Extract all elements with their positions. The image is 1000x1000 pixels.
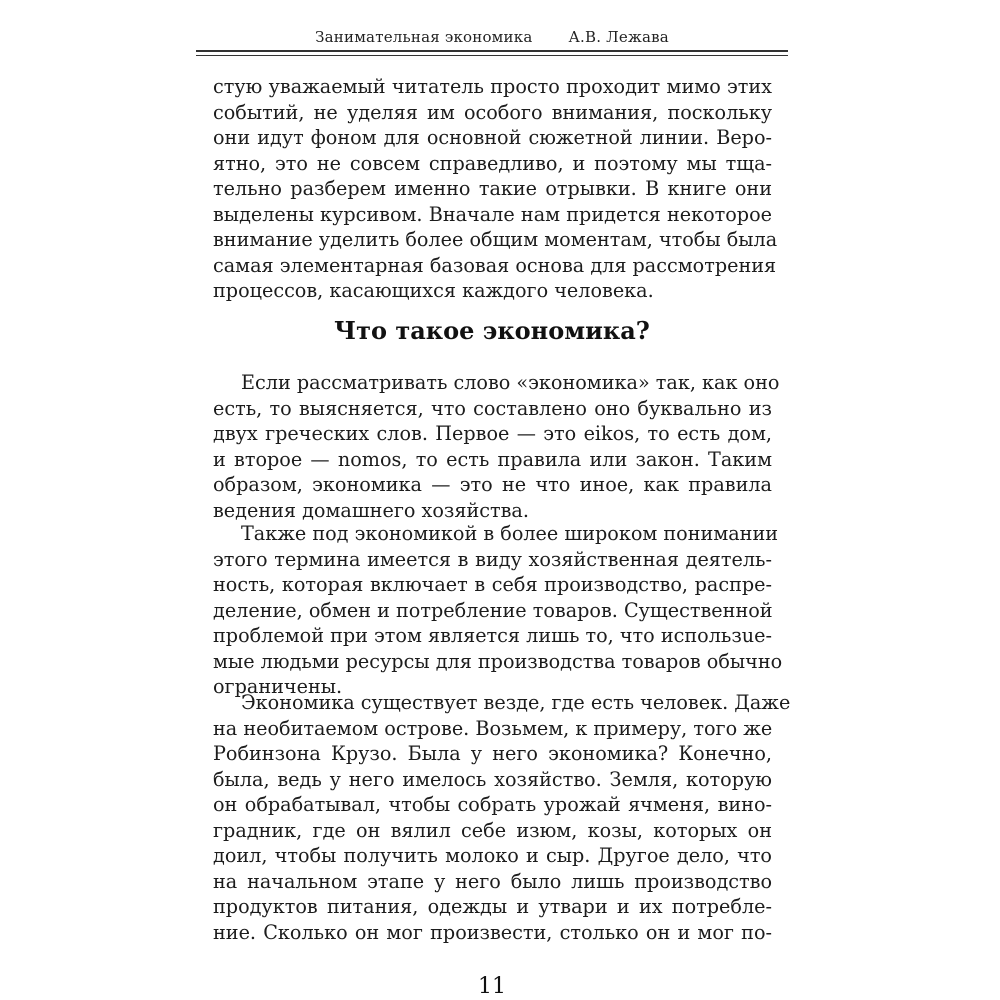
text-line: самая элементарная базовая основа для рассмотрения bbox=[213, 253, 777, 277]
text-line: Также под экономикой в более широком понимании bbox=[241, 522, 779, 545]
text-line: ограничены. bbox=[213, 675, 343, 698]
text-line: на начальном этапе у него было лишь производство bbox=[213, 869, 772, 893]
text-line: ние. Сколько он мог произвести, столько он и мог по- bbox=[213, 920, 772, 944]
text-line: внимание уделить более общим моментам, чтобы была bbox=[213, 228, 778, 251]
text-line: образом, экономика — это не что иное, как правила bbox=[213, 473, 772, 496]
text-line: на необитаемом острове. Возьмем, к примеру, того же bbox=[213, 716, 773, 740]
book-title: Занимательная экономика bbox=[315, 28, 533, 46]
text-line: стую уважаемый читатель просто проходит мимо этих bbox=[213, 75, 772, 98]
paragraph-etymology bbox=[213, 370, 780, 523]
running-header bbox=[196, 28, 788, 52]
text-line: Экономика существует везде, где есть человек. Даже bbox=[241, 691, 791, 714]
text-line: градник, где он вялил себе изюм, козы, которых он bbox=[213, 818, 772, 842]
paragraph-robinson bbox=[213, 690, 791, 945]
page-number: 11 bbox=[478, 974, 506, 999]
text-line: ведения домашнего хозяйства. bbox=[213, 498, 529, 522]
text-line: деление, обмен и потребление товаров. Существенной bbox=[213, 598, 773, 622]
text-line: проблемой при этом является лишь то, что использue- bbox=[213, 624, 772, 647]
text-line: они идут фоном для основной сюжетной линии. Веро- bbox=[213, 126, 772, 149]
text-line: процессов, касающихся каждого человека. bbox=[213, 279, 654, 302]
text-line: ность, которая включает в себя производство, распре- bbox=[213, 573, 772, 596]
book-author: А.В. Лежава bbox=[568, 28, 669, 46]
intro-paragraph bbox=[213, 74, 778, 304]
text-line: продуктов питания, одежды и утвари и их потребле- bbox=[213, 895, 772, 918]
text-line: Если рассматривать слово «экономика» так, как оно bbox=[241, 371, 780, 394]
text-line: событий, не уделяя им особого внимания, поскольку bbox=[213, 100, 772, 124]
text-line: доил, чтобы получить молоко и сыр. Другое дело, что bbox=[213, 844, 772, 867]
text-line: тельно разберем именно такие отрывки. В книге они bbox=[213, 177, 772, 200]
text-line: Робинзона Крузо. Была у него экономика? Конечно, bbox=[213, 742, 772, 765]
text-line: и второе — nomos, то есть правила или закон. Таким bbox=[213, 447, 772, 471]
text-line: этого термина имеется в виду хозяйственная деятель- bbox=[213, 547, 772, 571]
paragraph-definition bbox=[213, 521, 783, 700]
text-line: была, ведь у него имелось хозяйство. Земля, которую bbox=[213, 767, 772, 791]
header-rule-thin bbox=[196, 55, 788, 56]
text-line: он обрабатывал, чтобы собрать урожай ячменя, вино- bbox=[213, 793, 772, 816]
header-rule-thick bbox=[196, 50, 788, 52]
text-line: двух греческих слов. Первое — это eikos, то есть дом, bbox=[213, 422, 772, 445]
text-line: есть, то выясняется, что составлено оно буквально из bbox=[213, 396, 772, 420]
text-line: выделены курсивом. Вначале нам придется некоторое bbox=[213, 202, 772, 226]
text-line: мые людьми ресурсы для производства товаров обычно bbox=[213, 649, 783, 673]
section-heading: Что такое экономика? bbox=[334, 316, 650, 345]
text-line: ятно, это не совсем справедливо, и поэтому мы тща- bbox=[213, 151, 772, 175]
